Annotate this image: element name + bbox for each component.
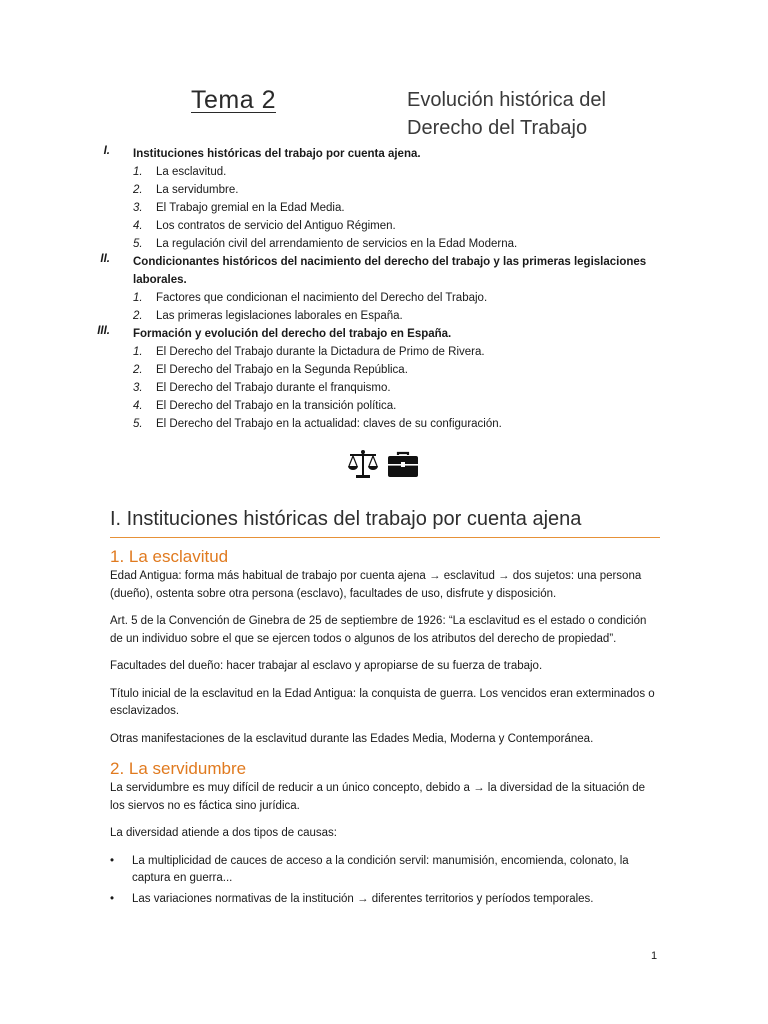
toc-item [0,415,768,433]
toc-item [0,181,768,199]
toc-section [0,145,768,163]
toc-item-number: 3. [133,382,143,394]
toc-section [0,253,768,289]
toc-item-text: El Derecho del Trabajo en la actualidad: claves de su configuración. [156,418,502,430]
table-of-contents [0,145,768,433]
toc-item [0,307,768,325]
toc-item-text: La regulación civil del arrendamiento de servicios en la Edad Moderna. [156,238,518,250]
paragraph: La servidumbre es muy difícil de reducir a un único concepto, debido a → la diversidad de la situación de los siervos no es fáctica sino jurídica. [110,782,646,812]
toc-item [0,163,768,181]
section-content [110,546,660,911]
list-item-text: La multiplicidad de cauces de acceso a la condición servil: manumisión, encomienda, colonato, la captura en guerra... [132,854,629,884]
list-item-text: Las variaciones normativas de la institución → diferentes territorios y períodos temporales. [132,892,594,905]
toc-section [0,325,768,343]
toc-section-title: Condicionantes históricos del nacimiento del derecho del trabajo y las primeras legislaciones laborales. [133,256,647,286]
document-title-line-2: Derecho del Trabajo [407,117,588,139]
bullet-icon: • [110,854,115,867]
briefcase-icon [386,447,420,481]
toc-item-number: 4. [133,400,143,412]
toc-item-number: 1. [133,292,143,304]
toc-item [0,397,768,415]
bullet-icon: • [110,892,115,905]
list-item [110,891,660,909]
toc-item-text: La esclavitud. [156,166,227,178]
toc-section-number: II. [100,253,110,265]
toc-item-text: Los contratos de servicio del Antiguo Régimen. [156,220,396,232]
decorative-icons [346,447,422,481]
toc-item-number: 3. [133,202,143,214]
toc-section-number: I. [103,145,110,157]
paragraph: Facultades del dueño: hacer trabajar al esclavo y apropiarse de su fuerza de trabajo. [110,660,543,672]
toc-item-number: 4. [133,220,143,232]
page-number: 1 [651,950,658,962]
paragraph: La diversidad atiende a dos tipos de causas: [110,827,337,839]
section-heading: I. Instituciones históricas del trabajo por cuenta ajena [110,508,660,538]
toc-item [0,217,768,235]
toc-item-number: 5. [133,238,143,250]
toc-item-number: 1. [133,346,143,358]
toc-item-number: 2. [133,364,143,376]
scales-icon [346,447,380,481]
toc-item-text: El Derecho del Trabajo durante el franquismo. [156,382,391,394]
toc-item [0,199,768,217]
toc-item [0,379,768,397]
paragraph: Título inicial de la esclavitud en la Edad Antigua: la conquista de guerra. Los vencidos eran exterminados o esclavizados. [110,687,655,717]
toc-item-text: La servidumbre. [156,184,239,196]
toc-item-text: El Derecho del Trabajo en la transición política. [156,400,397,412]
toc-item [0,235,768,253]
toc-section-number: III. [97,325,110,337]
toc-item-number: 1. [133,166,143,178]
subsection-heading: 1. La esclavitud [110,547,229,566]
toc-item-number: 5. [133,418,143,430]
toc-section-title: Formación y evolución del derecho del trabajo en España. [133,328,452,340]
toc-item-number: 2. [133,184,143,196]
toc-item-text: El Derecho del Trabajo durante la Dictadura de Primo de Rivera. [156,346,485,358]
paragraph: Art. 5 de la Convención de Ginebra de 25 de septiembre de 1926: “La esclavitud es el estado o condición de un individuo sobre el que se ejercen todos o algunos de los atributos del derecho de propiedad”. [110,615,647,645]
paragraph: Otras manifestaciones de la esclavitud durante las Edades Media, Moderna y Contemporánea. [110,732,594,745]
subsection-heading: 2. La servidumbre [110,759,247,778]
list-item [110,853,660,888]
toc-item-text: Las primeras legislaciones laborales en España. [156,310,403,322]
toc-item-text: Factores que condicionan el nacimiento del Derecho del Trabajo. [156,292,488,304]
topic-number: Tema 2 [191,86,276,114]
toc-item-text: El Derecho del Trabajo en la Segunda República. [156,364,408,376]
paragraph: Edad Antigua: forma más habitual de trabajo por cuenta ajena → esclavitud → dos sujetos: una persona (dueño), ostenta sobre otra persona (esclavo), facultades de uso, disfrute y disposición. [110,570,642,600]
toc-item-number: 2. [133,310,143,322]
toc-item [0,289,768,307]
document-title-line-1: Evolución histórica del [407,89,606,111]
toc-item [0,361,768,379]
bullet-list [110,853,660,909]
document-title [407,86,606,142]
toc-section-title: Instituciones históricas del trabajo por cuenta ajena. [133,148,421,160]
toc-item [0,343,768,361]
toc-item-text: El Trabajo gremial en la Edad Media. [156,202,345,214]
